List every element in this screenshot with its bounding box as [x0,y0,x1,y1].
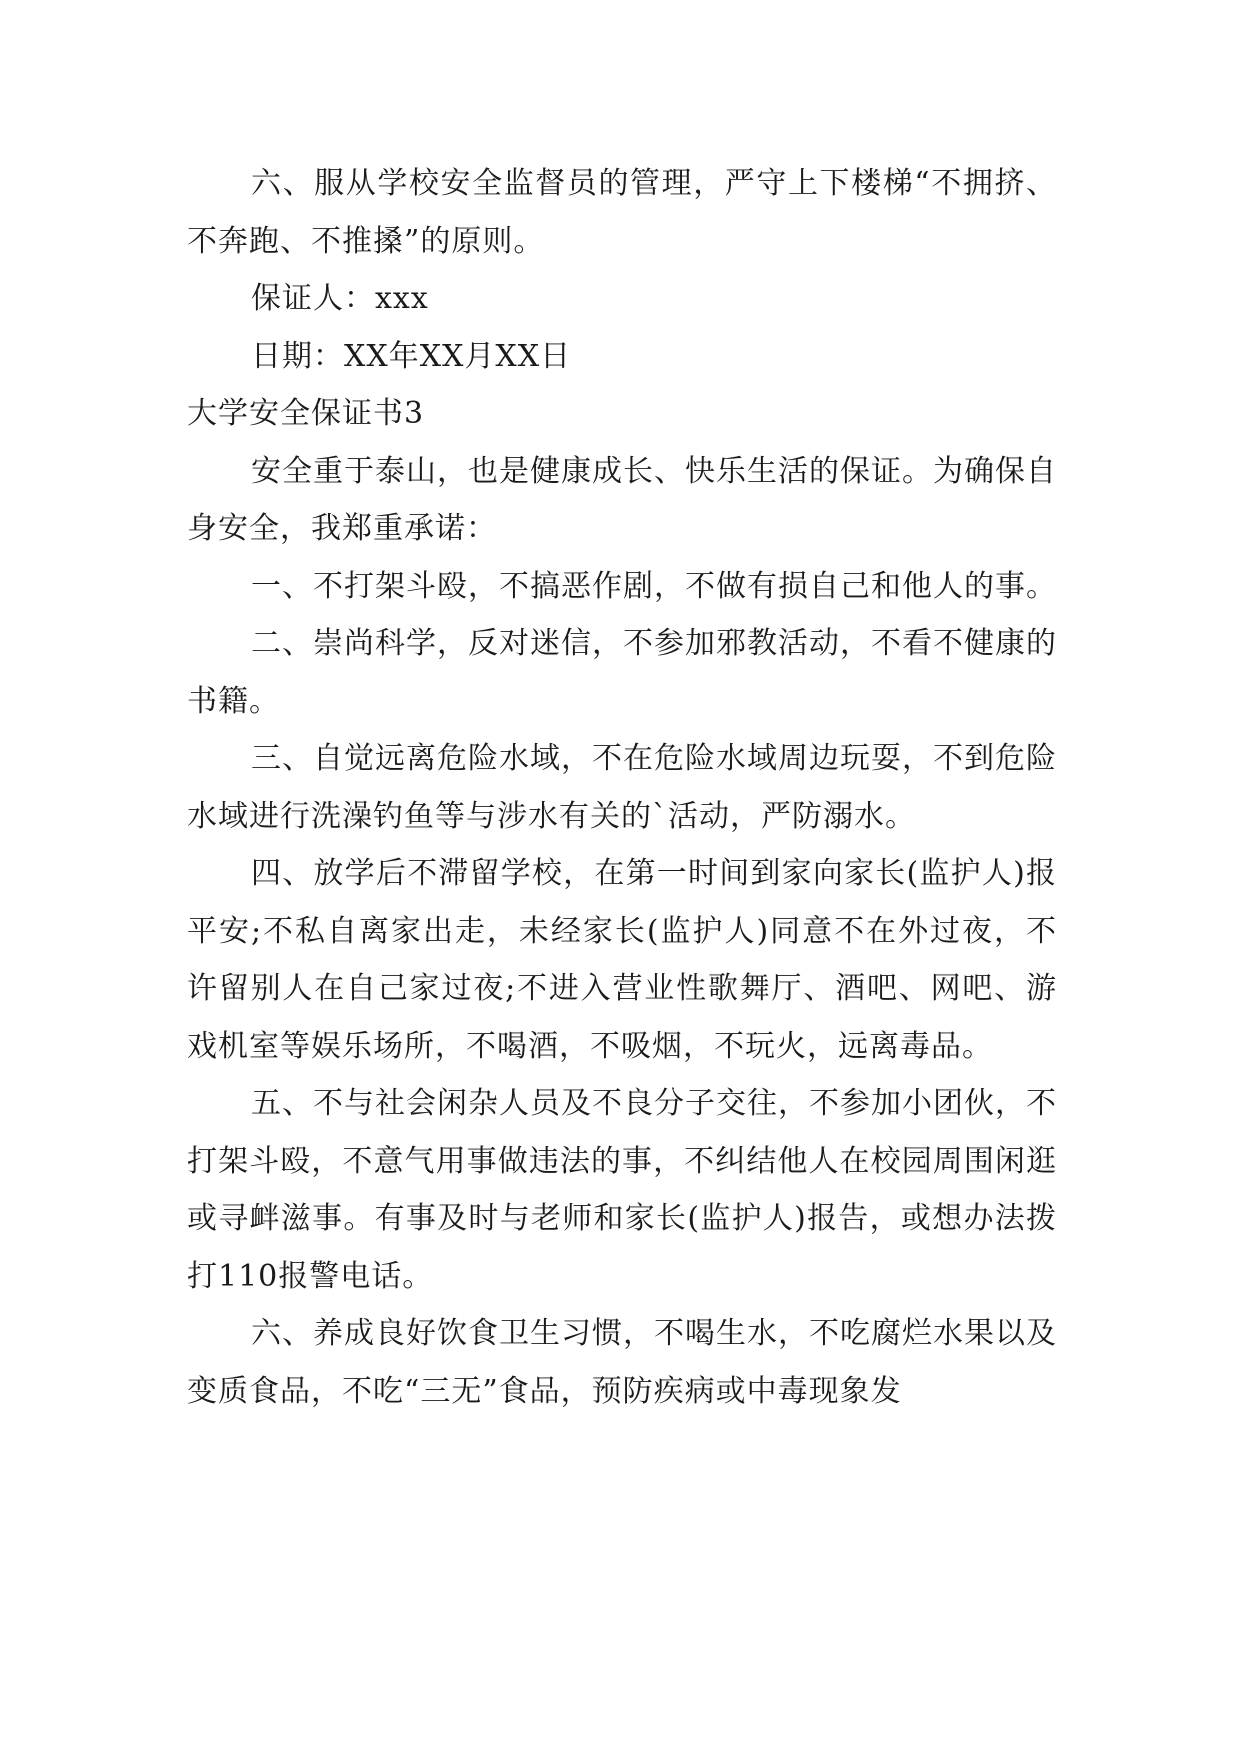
paragraph-intro: 安全重于泰山，也是健康成长、快乐生活的保证。为确保自身安全，我郑重承诺： [187,453,1057,546]
document-body [187,155,1057,1420]
paragraph-rule-five: 五、不与社会闲杂人员及不良分子交往，不参加小团伙，不打架斗殴，不意气用事做违法的事，不纠结他人在校园周围闲逛或寻衅滋事。有事及时与老师和家长(监护人)报告，或想办法拨打110报警电话。 [187,1086,1057,1294]
paragraph-rule-one: 一、不打架斗殴，不搞恶作剧，不做有损自己和他人的事。 [251,568,1057,604]
guarantor-line: 保证人：xxx [251,281,429,316]
paragraph-rule-six-stairs: 六、服从学校安全监督员的管理，严守上下楼梯“不拥挤、不奔跑、不推搡”的原则。 [187,166,1057,259]
paragraph-rule-three: 三、自觉远离危险水域，不在危险水域周边玩耍，不到危险水域进行洗澡钓鱼等与涉水有关的`活动，严防溺水。 [187,741,1057,834]
date-line: 日期：XX年XX月XX日 [251,338,572,374]
section-title: 大学安全保证书3 [187,396,425,431]
paragraph-rule-six-food: 六、养成良好饮食卫生习惯，不喝生水，不吃腐烂水果以及变质食品，不吃“三无”食品，预防疾病或中毒现象发 [187,1316,1057,1409]
paragraph-rule-four: 四、放学后不滞留学校，在第一时间到家向家长(监护人)报平安;不私自离家出走，未经家长(监护人)同意不在外过夜，不许留别人在自己家过夜;不进入营业性歌舞厅、酒吧、网吧、游戏机室等娱乐场所，不喝酒，不吸烟，不玩火，远离毒品。 [187,856,1057,1064]
paragraph-rule-two: 二、崇尚科学，反对迷信，不参加邪教活动，不看不健康的书籍。 [187,626,1057,719]
